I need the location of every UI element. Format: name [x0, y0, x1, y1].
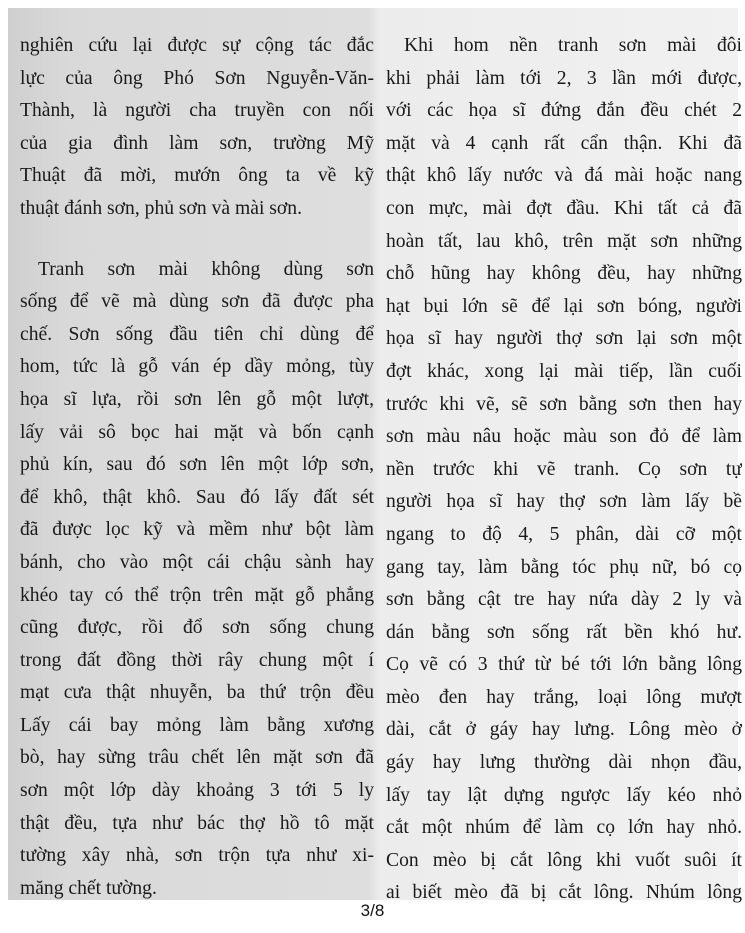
text-line: hạt bụi lớn sẽ để lại sơn bóng, người	[386, 295, 742, 317]
text-line: Thành, là người cha truyền con nối	[20, 100, 374, 122]
text-line: tường xây nhà, sơn trộn tựa như xi-	[20, 845, 374, 867]
text-line: để khô, thật khô. Sau đó lấy đất sét	[20, 486, 374, 508]
text-line: bò, hay sừng trâu chết lên mặt sơn đã	[20, 747, 374, 769]
text-line: cũng được, rồi đổ sơn sống chung	[20, 617, 374, 639]
text-line: sơn bằng cật tre hay nứa dày 2 ly và	[386, 589, 742, 611]
text-line: hom, tức là gỗ ván ép dầy mỏng, tùy	[20, 356, 374, 378]
right-column	[386, 30, 742, 910]
text-line: lấy tay lật dựng ngược lấy kéo nhỏ	[386, 784, 742, 806]
text-line: Lấy cái bay mỏng làm bằng xương	[20, 714, 374, 736]
text-line: sơn màu nâu hoặc màu son đỏ để làm	[386, 426, 742, 448]
text-line: khéo tay có thể trộn trên mặt gỗ phẳng	[20, 584, 374, 606]
text-line: Cọ vẽ có 3 thứ từ bé tới lớn bằng lông	[386, 654, 742, 676]
text-line: đã được lọc kỹ và mềm như bột làm	[20, 519, 374, 541]
paragraph-gap	[20, 226, 374, 254]
text-line: người họa sĩ hay thợ sơn làm lấy bề	[386, 491, 742, 513]
text-line: ai biết mèo đã bị cắt lông. Nhúm lông	[386, 882, 742, 904]
text-line: hoàn tất, lau khô, trên mặt sơn những	[386, 230, 742, 252]
text-line: lấy vải sô bọc hai mặt và bốn cạnh	[20, 421, 374, 443]
text-line: con mực, mài đợt đầu. Khi tất cả đã	[386, 197, 742, 219]
text-line: nền trước khi vẽ tranh. Cọ sơn tự	[386, 458, 742, 480]
text-line: sơn một lớp dày khoảng 3 tới 5 ly	[20, 780, 374, 802]
text-line: trong đất đồng thời rây chung một í	[20, 649, 374, 671]
left-column	[20, 30, 374, 905]
text-line: cắt một nhúm để làm cọ lớn hay nhỏ.	[386, 817, 742, 839]
text-line: Con mèo bị cắt lông khi vuốt suôi ít	[386, 849, 742, 871]
text-line: dán bằng sơn sống rất bền khó hư.	[386, 621, 742, 643]
text-line: thuật đánh sơn, phủ sơn và mài sơn.	[20, 197, 302, 219]
text-line: chỗ hũng hay không đều, hay những	[386, 263, 742, 285]
text-line: gang tay, làm bằng tóc phụ nữ, bó cọ	[386, 556, 742, 578]
text-line: chế. Sơn sống đầu tiên chỉ dùng để	[20, 323, 374, 345]
scanned-page	[8, 8, 742, 904]
text-line: phủ kín, sau đó sơn lên một lớp sơn,	[20, 454, 374, 476]
text-line: gáy hay lưng thường dài nhọn đầu,	[386, 752, 742, 774]
text-line: với các họa sĩ đứng đắn đều chét 2	[386, 100, 742, 122]
text-line: thật đều, tựa như bác thợ hồ tô mặt	[20, 812, 374, 834]
text-line: Khi hom nền tranh sơn mài đôi	[404, 35, 742, 56]
text-line: họa sĩ hay người thợ sơn lại sơn một	[386, 328, 742, 350]
text-line: mạt cưa thật nhuyễn, ba thứ trộn đều	[20, 682, 374, 704]
text-line: Tranh sơn mài không dùng sơn	[38, 258, 374, 280]
text-line: măng chết tường.	[20, 877, 157, 899]
text-line: mặt và 4 cạnh rất cẩn thận. Khi đã	[386, 132, 742, 154]
text-line: dài, cắt ở gáy hay lưng. Lông mèo ở	[386, 719, 742, 741]
text-line: bánh, cho vào một cái chậu sành hay	[20, 551, 374, 573]
text-line: mèo đen hay trắng, loại lông mượt	[386, 686, 742, 708]
text-line: khi phải làm tới 2, 3 lần mới được,	[386, 67, 742, 89]
page-number: 3/8	[360, 901, 385, 920]
text-line: thật khô lấy nước và đá mài hoặc nang	[386, 165, 742, 187]
text-line: ngang to độ 4, 5 phân, dài cỡ một	[386, 523, 742, 545]
text-line: họa sĩ lựa, rồi sơn lên gỗ một lượt,	[20, 388, 374, 410]
text-line: sống để vẽ mà dùng sơn đã được pha	[20, 291, 374, 313]
text-line: đợt khác, xong lại mài tiếp, lần cuối	[386, 360, 742, 382]
text-line: Thuật đã mời, mướn ông ta về kỹ	[20, 165, 374, 187]
text-line: nghiên cứu lại được sự cộng tác đắc	[20, 35, 374, 56]
text-line: trước khi vẽ, sẽ sơn bằng sơn then hay	[386, 393, 742, 415]
text-line: lực của ông Phó Sơn Nguyễn-Văn-	[20, 67, 374, 89]
text-line: của gia đình làm sơn, trường Mỹ	[20, 132, 374, 154]
